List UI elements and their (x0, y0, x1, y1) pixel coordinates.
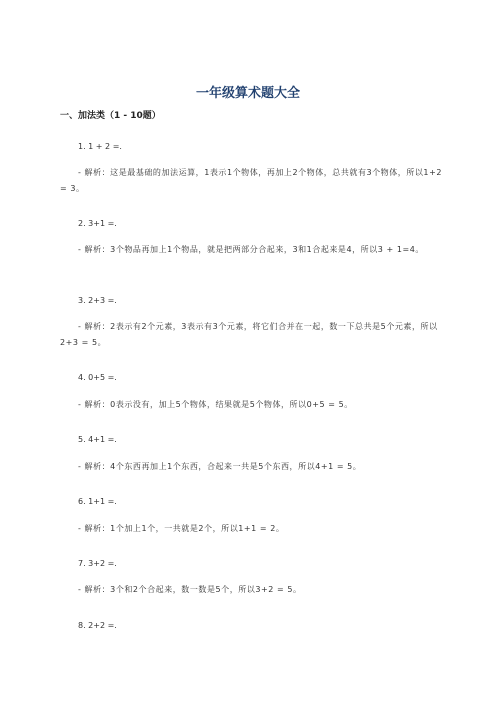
question-6: 6. 1+1 =. (78, 497, 117, 506)
analysis-2: - 解析：3个物品再加上1个物品，就是把两部分合起来，3和1合起来是4，所以3 + 1=4。 (78, 245, 424, 254)
question-4: 4. 0+5 =. (78, 373, 117, 382)
question-7: 7. 3+2 =. (78, 559, 117, 568)
question-8: 8. 2+2 =. (78, 621, 117, 630)
question-5: 5. 4+1 =. (78, 435, 117, 444)
analysis-7: - 解析：3个和2个合起来，数一数是5个，所以3+2 = 5。 (78, 585, 302, 594)
analysis-6: - 解析：1个加上1个，一共就是2个，所以1+1 = 2。 (78, 524, 285, 533)
question-3: 3. 2+3 =. (78, 296, 117, 305)
analysis-4: - 解析：0表示没有，加上5个物体，结果就是5个物体，所以0+5 = 5。 (78, 400, 353, 409)
analysis-3: - 解析：2表示有2个元素，3表示有3个元素，将它们合并在一起，数一下总共是5个元素，所以2+3 = 5。 (60, 322, 438, 347)
analysis-5: - 解析：4个东西再加上1个东西，合起来一共是5个东西，所以4+1 = 5。 (78, 462, 362, 471)
question-2: 2. 3+1 =. (78, 219, 117, 228)
document-title: 一年级算术题大全 (195, 86, 300, 101)
question-1: 1. 1 + 2 =. (78, 142, 122, 151)
analysis-1: - 解析：这是最基础的加法运算，1表示1个物体，再加上2个物体，总共就有3个物体，所以1+2 = 3。 (60, 168, 442, 193)
section-heading: 一、加法类（1 - 10题） (60, 111, 161, 121)
